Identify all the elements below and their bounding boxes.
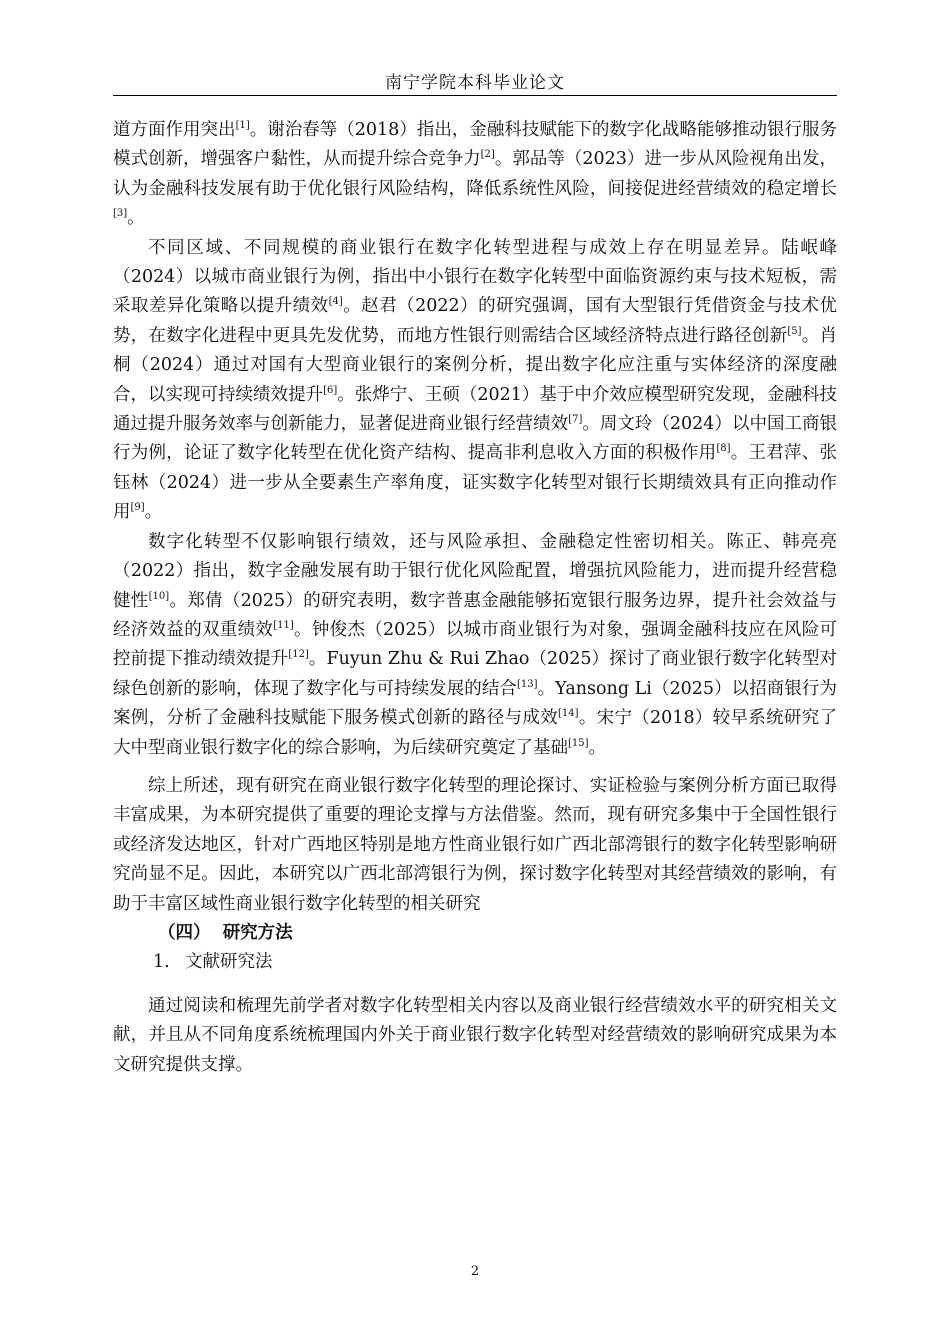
paragraph-5: 通过阅读和梳理先前学者对数字化转型相关内容以及商业银行经营绩效水平的研究相关文献，并且从不同角度系统梳理国内外关于商业银行数字化转型对经营绩效的影响研究成果为本文研究提供支撑。 [113, 995, 837, 1075]
paragraph-text: 。张烨宁、王硕（2021）基于中介效应模型研究发现，金融科技通过提升服务效率与创新能力，显著促进商业银行经营绩效 [113, 384, 837, 435]
section-title: 研究方法 [222, 922, 293, 943]
paragraph-2 [113, 234, 837, 528]
citation-11: [11] [273, 620, 294, 632]
paragraph-3 [113, 528, 837, 763]
subsection-heading [113, 948, 837, 977]
paragraph-text: 。郑倩（2025）的研究表明，数字普惠金融能够拓宽银行服务边界，提升社会效益与经济效益的双重绩效 [113, 590, 837, 640]
page-header-title: 南宁学院本科毕业论文 [385, 73, 565, 93]
paragraph-text: 。 [144, 502, 163, 523]
citation-5: [5] [787, 326, 802, 338]
section-heading [113, 919, 837, 948]
citation-7: [7] [568, 414, 583, 426]
paragraph-1 [113, 116, 837, 234]
paragraph-text: 不同区域、不同规模的商业银行在数字化转型进程与成效上存在明显差异。陆岷峰（2024）以城市商业银行为例，指出中小银行在数字化转型中面临资源约束与技术短板，需采取差异化策略以提升绩效 [113, 237, 837, 317]
citation-9: [9] [130, 502, 145, 514]
citation-3: [3] [113, 208, 128, 220]
paragraph-text: 。钟俊杰（2025）以城市商业银行为对象，强调金融科技应在风险可控前提下推动绩效提升 [113, 619, 838, 670]
paragraph-text: 。郭品等（2023）进一步从风险视角出发，认为金融科技发展有助于优化银行风险结构，降低系统性风险，间接促进经营绩效的稳定增长 [113, 149, 837, 199]
citation-6: [6] [323, 384, 338, 396]
paragraph-text: 道方面作用突出 [113, 120, 236, 140]
section-number: （四） [158, 922, 211, 943]
page-number: 2 [470, 1264, 480, 1279]
citation-8: [8] [716, 443, 731, 455]
paragraph-text: 。 [127, 208, 145, 229]
citation-14: [14] [558, 708, 579, 720]
paragraph-text: 。宋宁（2018）较早系统研究了大中型商业银行数字化的综合影响，为后续研究奠定了基础 [113, 708, 837, 758]
paragraph-text: 。肖桐（2024）通过对国有大型商业银行的案例分析，提出数字化应注重与实体经济的深度融合，以实现可持续绩效提升 [113, 325, 838, 405]
paragraph-text: 。Fuyun Zhu & Rui Zhao（2025）探讨了商业银行数字化转型对绿色创新的影响，体现了数字化与可持续发展的结合 [113, 649, 838, 699]
paragraph-text: 。赵君（2022）的研究强调，国有大型银行凭借资金与技术优势，在数字化进程中更具先发优势，而地方性银行则需结合区域经济特点进行路径创新 [113, 296, 837, 346]
paragraph-text: 数字化转型不仅影响银行绩效，还与风险承担、金融稳定性密切相关。陈正、韩亮亮（2022）指出，数字金融发展有助于银行优化风险配置，增强抗风险能力，进而提升经营稳健性 [113, 531, 837, 611]
paragraph-4: 综上所述，现有研究在商业银行数字化转型的理论探讨、实证检验与案例分析方面已取得丰富成果，为本研究提供了重要的理论支撑与方法借鉴。然而，现有研究多集中于全国性银行或经济发达地区，针对广西地区特别是地方性商业银行如广西北部湾银行的数字化转型影响研究尚显不足。因此，本研究以广西北部湾银行为例，探讨数字化转型对其经营绩效的影响，有助于丰富区域性商业银行数字化转型的相关研究 [113, 775, 837, 914]
paragraph-text: 。 [588, 737, 607, 758]
citation-2: [2] [480, 149, 495, 161]
citation-10: [10] [148, 590, 170, 602]
paragraph-text: 。Yansong Li（2025）以招商银行为案例，分析了金融科技赋能下服务模式创新的路径与成效 [113, 678, 837, 729]
subsection-title: 文献研究法 [185, 952, 273, 973]
citation-15: [15] [568, 737, 589, 749]
document-body [113, 116, 837, 1080]
citation-13: [13] [516, 678, 538, 690]
paragraph-text: 。周文玲（2024）以中国工商银行为例，论证了数字化转型在优化资产结构、提高非利息收入方面的积极作用 [113, 414, 837, 464]
subsection-number: 1. [153, 952, 170, 973]
header-divider [113, 95, 837, 96]
citation-4: [4] [328, 296, 343, 308]
citation-12: [12] [288, 649, 309, 661]
citation-1: [1] [235, 120, 250, 132]
paragraph-text: 。王君萍、张钰林（2024）进一步从全要素生产率角度，证实数字化转型对银行长期绩效具有正向推动作用 [113, 443, 838, 523]
paragraph-text: 。谢治春等（2018）指出，金融科技赋能下的数字化战略能够推动银行服务模式创新，增强客户黏性，从而提升综合竞争力 [113, 120, 837, 170]
